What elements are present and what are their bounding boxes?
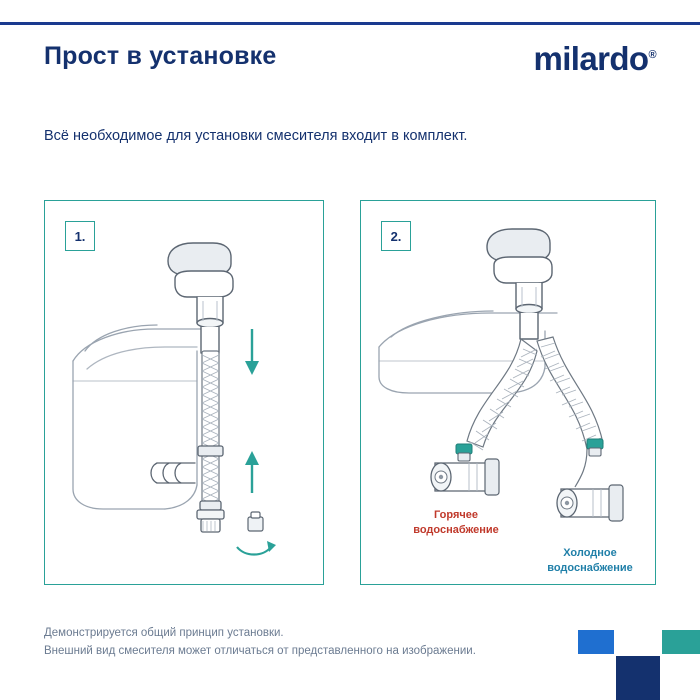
- cold-water-valve: [557, 439, 623, 521]
- arrow-down-icon: [245, 329, 259, 375]
- cold-water-label-line1: Холодное: [563, 547, 617, 559]
- corner-accent-teal: [662, 630, 700, 654]
- corner-accent-blue: [578, 630, 614, 654]
- brand-name: milardo: [533, 40, 649, 77]
- brand-logo: [533, 40, 656, 78]
- top-rule-divider: [0, 22, 700, 25]
- step-1-illustration: [45, 201, 323, 584]
- registered-mark: ®: [648, 49, 656, 61]
- step-panel-1: [44, 200, 324, 585]
- cold-water-label-line2: водоснабжение: [547, 561, 633, 574]
- hot-water-label-line2: водоснабжение: [413, 523, 499, 536]
- step-badge-1: 1.: [65, 221, 95, 251]
- page-title: Прост в установке: [44, 42, 277, 70]
- hot-water-label: [396, 508, 516, 538]
- page-subtitle: Всё необходимое для установки смесителя входит в комплект.: [44, 128, 468, 144]
- footnote: [44, 624, 476, 661]
- cold-water-label: [530, 546, 650, 576]
- arrow-up-icon: [245, 451, 259, 493]
- step-badge-2: 2.: [381, 221, 411, 251]
- hot-water-valve: [431, 444, 499, 495]
- footnote-line-2: Внешний вид смесителя может отличаться от представленного на изображении.: [44, 645, 476, 658]
- corner-accent-navy: [616, 656, 660, 700]
- hot-water-label-line1: Горячее: [433, 509, 479, 521]
- curved-arrow-icon: [237, 541, 276, 555]
- footnote-line-1: Демонстрируется общий принцип установки.: [44, 627, 284, 639]
